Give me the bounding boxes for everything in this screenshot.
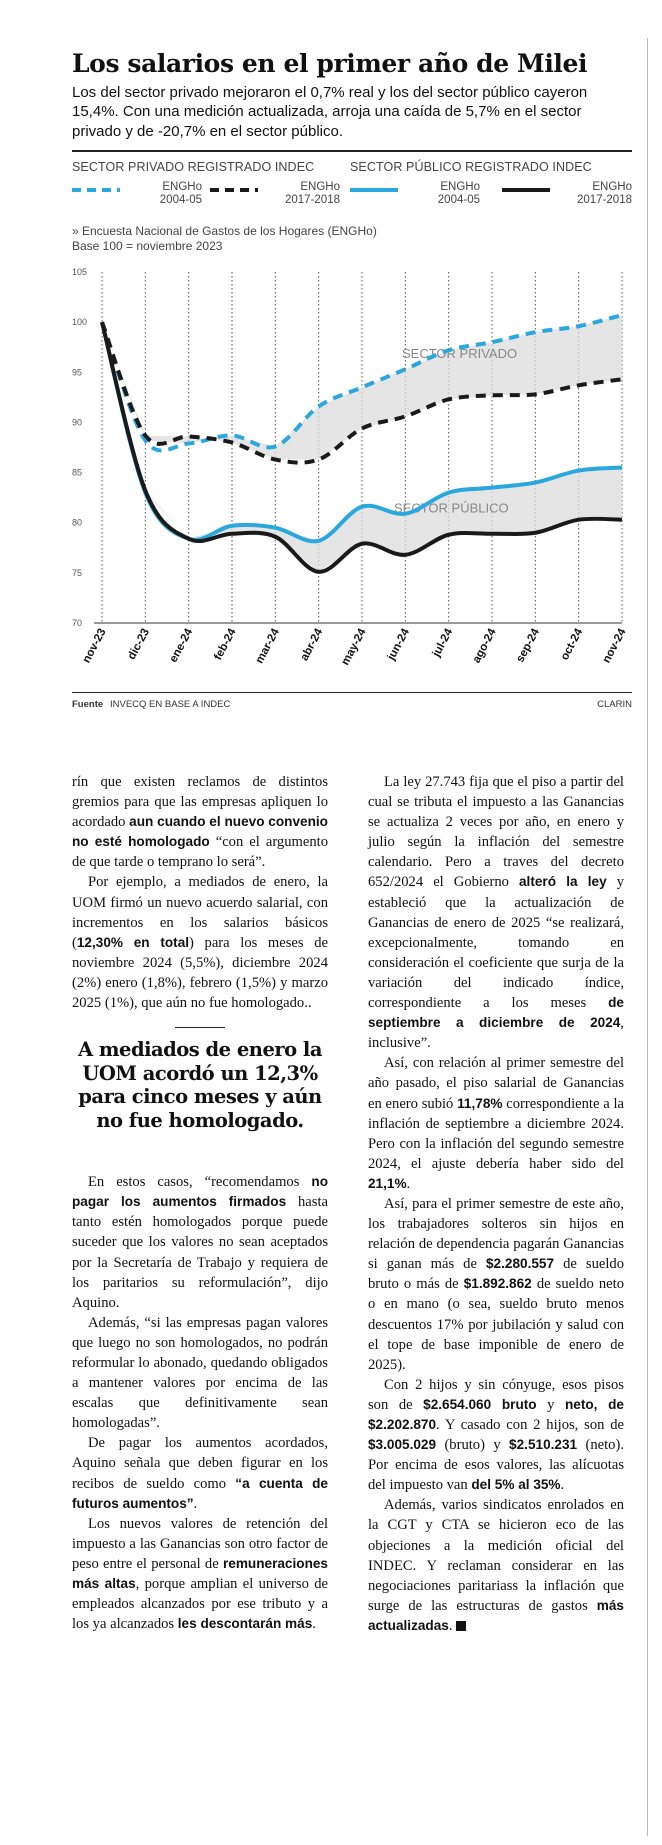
legend-item-public-2017	[502, 179, 632, 215]
legend-label-line1: ENGHo	[300, 181, 340, 194]
line-chart	[72, 254, 632, 690]
legend	[72, 152, 632, 224]
source-row	[72, 692, 632, 713]
x-tick-label: abr-24	[298, 627, 326, 664]
legend-item-private-2017	[210, 179, 340, 215]
chart-note	[72, 224, 632, 254]
infographic-title: Los salarios en el primer año de Milei	[72, 49, 588, 78]
paragraph: Además, “si las empresas pagan valores que luego no son homologados, no podrán reformular lo abonado, quedando obligados a mantener valores por encima de las escalas que definitivamente sean homologadas”.	[72, 1314, 328, 1432]
paragraph: Los nuevos valores de retención del impuesto a las Ganancias son otro factor de peso entre el personal de remuneraciones más altas, porque amplian el universo de empleados alcanzados por ese tributo y a los ya alcanzados les descontarán más.	[72, 1515, 328, 1633]
y-tick-label: 95	[72, 367, 83, 378]
x-tick-label: nov-24	[600, 627, 629, 666]
column-1-top	[72, 772, 328, 1013]
credit: CLARIN	[597, 699, 632, 711]
legend-label-line2: 2004-05	[437, 194, 480, 207]
legend-label-line2: 2017-2018	[577, 194, 632, 207]
y-tick-label: 75	[72, 568, 83, 579]
paragraph: De pagar los aumentos acordados, Aquino señala que deben figurar en los recibos de sueldo como “a cuenta de futuros aumentos”.	[72, 1435, 328, 1512]
legend-label-line1: ENGHo	[592, 181, 632, 194]
x-tick-label: ago-24	[470, 627, 499, 666]
article-column-1	[72, 772, 328, 1634]
y-tick-label: 85	[72, 467, 83, 478]
x-tick-label: dic-23	[125, 627, 152, 663]
column-rule	[647, 38, 648, 1836]
legend-swatch-blue-solid	[350, 188, 398, 192]
legend-label-line2: 2004-05	[159, 194, 202, 207]
legend-swatch-black-solid	[502, 188, 550, 192]
y-tick-label: 70	[72, 618, 83, 629]
pullquote-rule	[175, 1027, 225, 1028]
paragraph: Así, con relación al primer semestre del año pasado, el piso salarial de Ganancias en enero subió 11,78% correspondiente a la inflación de septiembre a diciembre 2024. Pero con la inflación del segundo semestre 2024, el ajuste debería haber sido del 21,1%.	[368, 1055, 624, 1192]
x-tick-label: sep-24	[514, 627, 542, 665]
chart-note-line2: Base 100 = noviembre 2023	[72, 239, 223, 254]
x-tick-label: oct-24	[558, 627, 586, 663]
legend-item-public-2004	[350, 179, 480, 215]
chart-note-line1: » Encuesta Nacional de Gastos de los Hogares (ENGHo)	[72, 224, 377, 239]
paragraph: Además, varios sindicatos enrolados en la CGT y CTA se hicieron eco de las objeciones a la medición oficial del INDEC. Y reclaman considerar en las negociaciones paritariass la inflación que surge de las estructuras de gastos más actualizadas.	[368, 1497, 624, 1634]
band-label-public: SECTOR PÚBLICO	[394, 500, 509, 516]
x-tick-label: ene-24	[167, 627, 196, 665]
pullquote: A mediados de enero la UOM acordó un 12,3% para cinco meses y aún no fue homologado.	[78, 1038, 322, 1132]
y-tick-label: 90	[72, 417, 83, 428]
x-tick-label: jul-24	[430, 627, 456, 660]
column-1-bottom	[72, 1172, 328, 1634]
legend-label-line1: ENGHo	[162, 181, 202, 194]
article-column-2	[368, 772, 624, 1636]
legend-label-line1: ENGHo	[440, 181, 480, 194]
y-tick-label: 105	[72, 267, 88, 278]
paragraph: En estos casos, “recomendamos no pagar los aumentos firmados hasta tanto estén homologados porque puede suceder que los valores no sean aceptados por la Secretaría de Trabajo y requiera de los paritarios su reformulación”, dijo Aquino.	[72, 1174, 328, 1311]
infographic	[72, 50, 632, 713]
band-label-private: SECTOR PRIVADO	[402, 346, 518, 362]
legend-swatch-black-dashed	[210, 188, 258, 192]
end-mark	[456, 1621, 466, 1631]
source-text: INVECQ EN BASE A INDEC	[110, 699, 231, 711]
legend-group-public: SECTOR PÚBLICO REGISTRADO INDEC	[350, 160, 592, 175]
infographic-subtitle: Los del sector privado mejoraron el 0,7% real y los del sector público cayeron 15,4%. Con una medición actualizada, arroja una caída de 5,7% en el sector privado y de -20,7% en el sector público.	[72, 83, 588, 140]
paragraph: Así, para el primer semestre de este año, los trabajadores solteros sin hijos en relación de dependencia pagarán Ganancias si ganan más de $2.280.557 de sueldo bruto o más de $1.892.862 de sueldo neto o en mano (o sea, sueldo bruto menos descuentos 17% por jubilación y salud con el tope de base imponible de enero de 2025).	[368, 1195, 624, 1373]
paragraph: rín que existen reclamos de distintos gremios para que las empresas apliquen lo acordado aun cuando el nuevo convenio no esté homologado “con el argumento de que tarde o temprano lo será”.	[72, 774, 329, 871]
legend-group-private: SECTOR PRIVADO REGISTRADO INDEC	[72, 160, 315, 175]
paragraph: Por ejemplo, a mediados de enero, la UOM firmó un nuevo acuerdo salarial, con incrementos en los salarios básicos (12,30% en total) para los meses de noviembre 2024 (5,5%), diciembre 2024 (2%) enero (1,8%), febrero (1,5%) y marzo 2025 (1%), que aún no fue homologado..	[72, 874, 328, 1012]
legend-item-private-2004	[72, 179, 202, 215]
chart-area	[72, 254, 632, 690]
x-tick-label: nov-23	[80, 627, 109, 666]
x-tick-label: jun-24	[385, 627, 412, 663]
legend-label-line2: 2017-2018	[285, 194, 340, 207]
source-label: Fuente	[72, 699, 104, 711]
legend-swatch-blue-dashed	[72, 188, 120, 192]
x-tick-label: may-24	[339, 627, 369, 668]
x-tick-label: mar-24	[253, 627, 282, 666]
y-tick-label: 100	[72, 317, 88, 328]
y-tick-label: 80	[72, 517, 83, 528]
paragraph: Con 2 hijos y sin cónyuge, esos pisos son de $2.654.060 bruto y neto, de $2.202.870. Y casado con 2 hijos, son de $3.005.029 (bruto) y $2.510.231 (neto). Por encima de esos valores, las alícuotas del impuesto van del 5% al 35%.	[368, 1376, 624, 1494]
paragraph: La ley 27.743 fija que el piso a partir del cual se tributa el impuesto a las Ganancias se actualiza 2 veces por año, en enero y julio según la inflación del semestre calendario. Pero a traves del decreto 652/2024 el Gobierno alteró la ley y estableció que la actualización de Ganancias de enero de 2025 “se realizará, excepcionalmente, tomando en consideración el coeficiente que surja de la variación del indicado índice, correspondiente a los meses de septiembre a diciembre de 2024, inclusive”.	[368, 774, 624, 1052]
x-tick-label: feb-24	[212, 627, 239, 663]
